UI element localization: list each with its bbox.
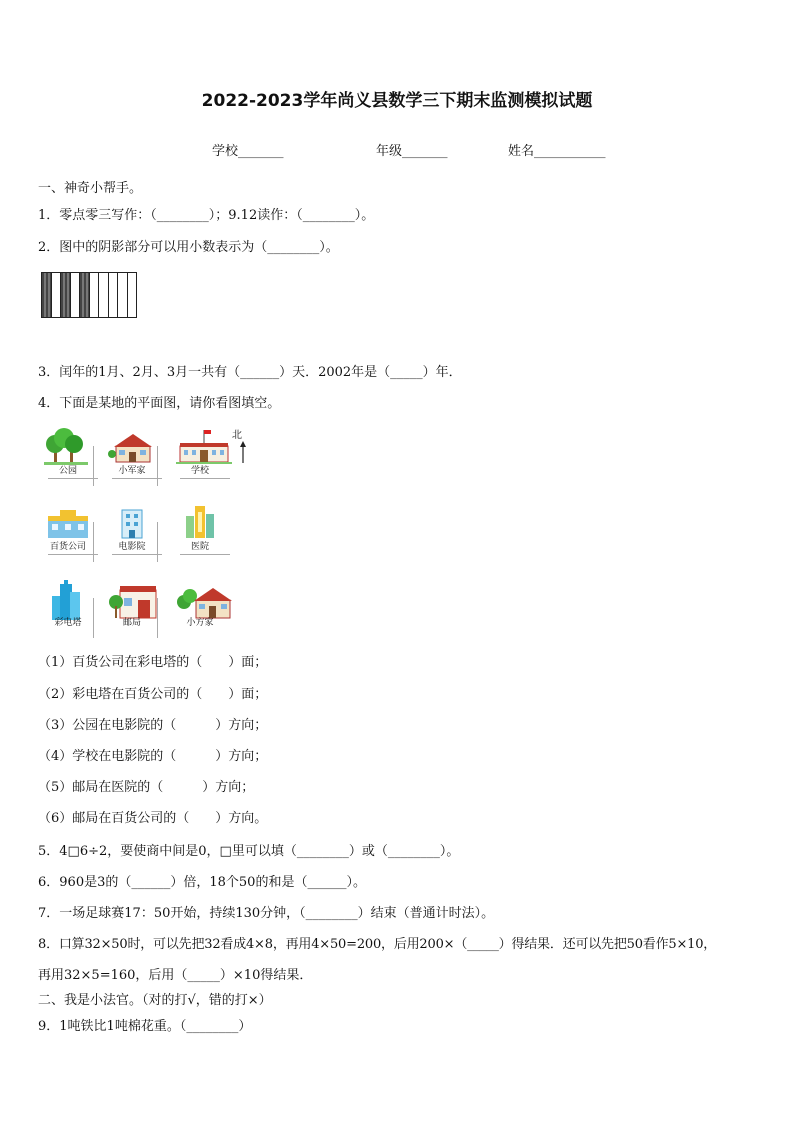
decimal-strip-figure bbox=[41, 272, 137, 318]
map-cell-label: 医院 bbox=[190, 542, 209, 552]
section1-heading: 一、神奇小帮手。 bbox=[38, 181, 143, 196]
question-3: 3．闰年的1月、2月、3月一共有（______）天．2002年是（_____）年． bbox=[38, 365, 462, 380]
question-4-part-1: （1）百货公司在彩电塔的（ ）面； bbox=[38, 655, 268, 670]
question-4-part-3: （3）公园在电影院的（ ）方向； bbox=[38, 718, 268, 733]
north-label: 北 bbox=[232, 430, 242, 441]
question-4-part-5: （5）邮局在医院的（ ）方向； bbox=[38, 780, 255, 795]
question-4-part-6: （6）邮局在百货公司的（ ）方向。 bbox=[38, 811, 268, 826]
question-5: 5．4□6÷2，要使商中间是0，□里可以填（________）或（________）。 bbox=[38, 844, 460, 859]
name-field: 姓名___________ bbox=[508, 144, 606, 159]
map-cell-hospital bbox=[176, 502, 224, 552]
section2-heading: 二、我是小法官。（对的打√，错的打×） bbox=[38, 993, 272, 1008]
unshaded-segment bbox=[118, 273, 128, 317]
page-title: 2022-2023学年尚义县数学三下期末监测模拟试题 bbox=[201, 91, 593, 111]
question-1: 1．零点零三写作：（________）；9.12读作：（________）。 bbox=[38, 208, 375, 223]
map-cell-label: 电影院 bbox=[118, 542, 146, 552]
tree-icon bbox=[44, 426, 92, 466]
map-cell-school bbox=[176, 426, 224, 476]
unshaded-segment bbox=[109, 273, 119, 317]
map-cell-tv-tower bbox=[44, 578, 92, 628]
unshaded-segment bbox=[99, 273, 109, 317]
question-8-line-2: 再用32×5=160，后用（_____）×10得结果． bbox=[38, 968, 313, 983]
map-cell-department-store bbox=[44, 502, 92, 552]
question-7: 7．一场足球赛17：50开始，持续130分钟，（________）结束（普通计时法）。 bbox=[38, 906, 495, 921]
school-field: 学校_______ bbox=[212, 144, 284, 159]
department-store-icon bbox=[44, 502, 92, 542]
map-cell-label: 邮局 bbox=[122, 618, 141, 628]
map-cell-label: 小方家 bbox=[186, 618, 214, 628]
unshaded-segment bbox=[71, 273, 81, 317]
map-cell-label: 学校 bbox=[190, 466, 209, 476]
shaded-segment bbox=[61, 273, 71, 317]
question-8-line-1: 8．口算32×50时，可以先把32看成4×8，再用4×50=200，后用200×（_____）得结果．还可以先把50看作5×10， bbox=[38, 937, 717, 952]
map-cell-xiaojun-home bbox=[108, 426, 156, 476]
school-icon bbox=[176, 426, 232, 466]
question-9: 9．1吨铁比1吨棉花重。（________） bbox=[38, 1019, 252, 1034]
map-cell-label: 公园 bbox=[58, 466, 77, 476]
unshaded-segment bbox=[90, 273, 100, 317]
question-4-part-4: （4）学校在电影院的（ ）方向； bbox=[38, 749, 268, 764]
house-icon bbox=[108, 426, 156, 466]
question-6: 6．960是3的（______）倍，18个50的和是（______）。 bbox=[38, 875, 366, 890]
map-cell-label: 百货公司 bbox=[49, 542, 86, 552]
shaded-segment bbox=[42, 273, 52, 317]
map-cell-label: 彩电塔 bbox=[54, 618, 82, 628]
shaded-segment bbox=[80, 273, 90, 317]
unshaded-segment bbox=[128, 273, 137, 317]
map-cell-label: 小军家 bbox=[118, 466, 146, 476]
hospital-icon bbox=[176, 502, 224, 542]
question-2: 2．图中的阴影部分可以用小数表示为（________）。 bbox=[38, 240, 339, 255]
map-cell-post-office bbox=[108, 578, 156, 628]
map-grid bbox=[44, 426, 244, 641]
unshaded-segment bbox=[52, 273, 62, 317]
cinema-icon bbox=[108, 502, 156, 542]
map-cell-xiaofang-home bbox=[176, 578, 224, 628]
question-4-part-2: （2）彩电塔在百货公司的（ ）面； bbox=[38, 687, 268, 702]
question-4: 4．下面是某地的平面图，请你看图填空。 bbox=[38, 396, 281, 411]
map-cell-park bbox=[44, 426, 92, 476]
grade-field: 年级_______ bbox=[376, 144, 448, 159]
map-cell-cinema bbox=[108, 502, 156, 552]
